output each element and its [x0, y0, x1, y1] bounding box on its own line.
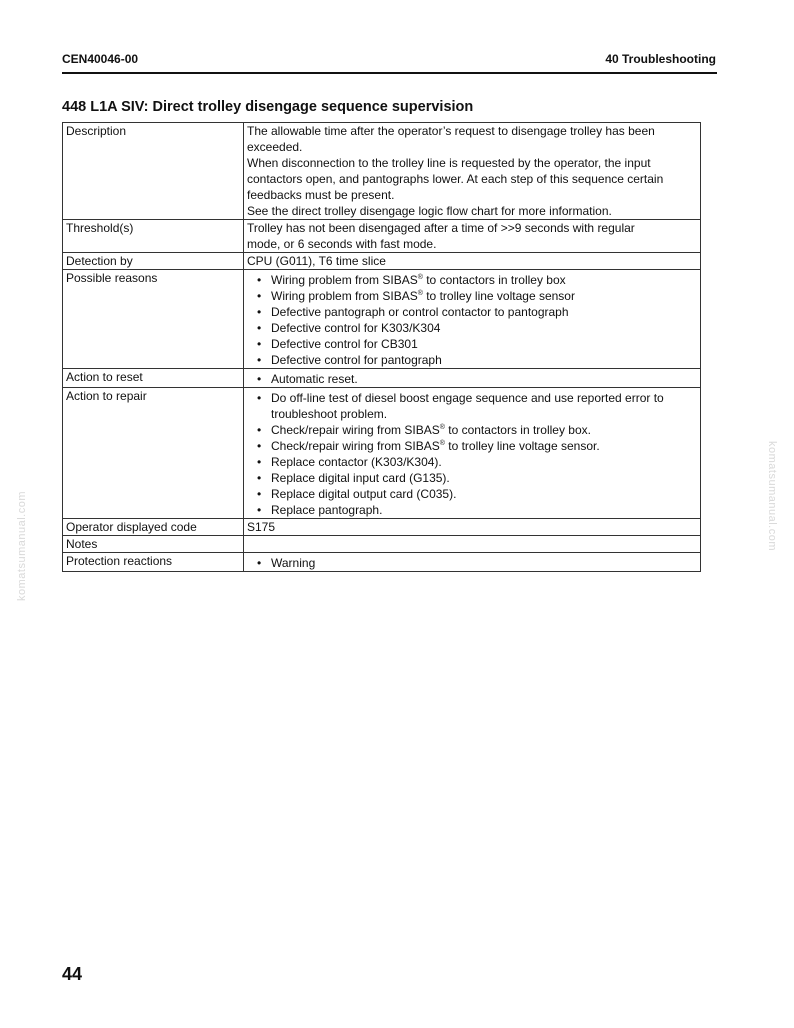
description-label: Description	[63, 123, 244, 220]
list-item: • Wiring problem from SIBAS® to contactors in trolley box	[247, 272, 698, 288]
description-line: The allowable time after the operator’s request to disengage trolley has been	[247, 124, 655, 138]
operator-code-label: Operator displayed code	[63, 519, 244, 536]
row-threshold	[63, 220, 701, 253]
description-line: feedbacks must be present.	[247, 188, 395, 202]
notes-label: Notes	[63, 536, 244, 553]
row-possible-reasons	[63, 270, 701, 369]
fault-info-table	[62, 122, 701, 572]
description-value	[244, 123, 701, 220]
description-line: exceeded.	[247, 140, 303, 154]
section-title: 40 Troubleshooting	[605, 52, 716, 66]
threshold-label: Threshold(s)	[63, 220, 244, 253]
fault-title: 448 L1A SIV: Direct trolley disengage sequence supervision	[62, 99, 474, 115]
description-line: When disconnection to the trolley line is requested by the operator, the input	[247, 156, 651, 170]
protection-reactions-value	[244, 553, 701, 572]
notes-value	[244, 536, 701, 553]
list-item: • Defective pantograph or control contactor to pantograph	[247, 304, 698, 320]
header-rule	[62, 72, 717, 74]
action-to-reset-value	[244, 369, 701, 388]
row-detection	[63, 253, 701, 270]
list-item: • Defective control for pantograph	[247, 352, 698, 368]
list-item: • Replace digital output card (C035).	[247, 486, 698, 502]
list-item: • Wiring problem from SIBAS® to trolley line voltage sensor	[247, 288, 698, 304]
row-notes	[63, 536, 701, 553]
watermark-left: komatsumanual.com	[16, 491, 28, 601]
possible-reasons-label: Possible reasons	[63, 270, 244, 369]
list-item: • Defective control for K303/K304	[247, 320, 698, 336]
possible-reasons-value	[244, 270, 701, 369]
watermark-right: komatsumanual.com	[766, 441, 778, 551]
list-item: • Defective control for CB301	[247, 336, 698, 352]
description-line: See the direct trolley disengage logic flow chart for more information.	[247, 204, 612, 218]
list-item: • Replace contactor (K303/K304).	[247, 454, 698, 470]
row-action-to-repair	[63, 388, 701, 519]
page-number: 44	[62, 964, 83, 984]
document-code: CEN40046-00	[62, 52, 139, 66]
action-to-repair-list	[247, 388, 698, 518]
detection-label: Detection by	[63, 253, 244, 270]
operator-code-value: S175	[244, 519, 701, 536]
possible-reasons-list	[247, 270, 698, 368]
row-operator-code	[63, 519, 701, 536]
action-to-repair-label: Action to repair	[63, 388, 244, 519]
action-to-reset-list	[247, 369, 698, 387]
list-item: • Replace pantograph.	[247, 502, 698, 518]
description-line: contactors open, and pantographs lower. At each step of this sequence certain	[247, 172, 664, 186]
row-protection-reactions	[63, 553, 701, 572]
action-to-reset-label: Action to reset	[63, 369, 244, 388]
protection-reactions-list	[247, 553, 698, 571]
list-item: • Do off-line test of diesel boost engage sequence and use reported error to troubleshoot problem.	[247, 390, 698, 422]
row-action-to-reset	[63, 369, 701, 388]
list-item: • Check/repair wiring from SIBAS® to trolley line voltage sensor.	[247, 438, 698, 454]
action-to-repair-value	[244, 388, 701, 519]
detection-value: CPU (G011), T6 time slice	[244, 253, 701, 270]
list-item: • Check/repair wiring from SIBAS® to contactors in trolley box.	[247, 422, 698, 438]
list-item: • Replace digital input card (G135).	[247, 470, 698, 486]
row-description	[63, 123, 701, 220]
list-item: • Warning	[247, 555, 698, 571]
list-item: • Automatic reset.	[247, 371, 698, 387]
protection-reactions-label: Protection reactions	[63, 553, 244, 572]
threshold-line: mode, or 6 seconds with fast mode.	[247, 237, 437, 251]
threshold-line: Trolley has not been disengaged after a time of >>9 seconds with regular	[247, 221, 635, 235]
threshold-value	[244, 220, 701, 253]
